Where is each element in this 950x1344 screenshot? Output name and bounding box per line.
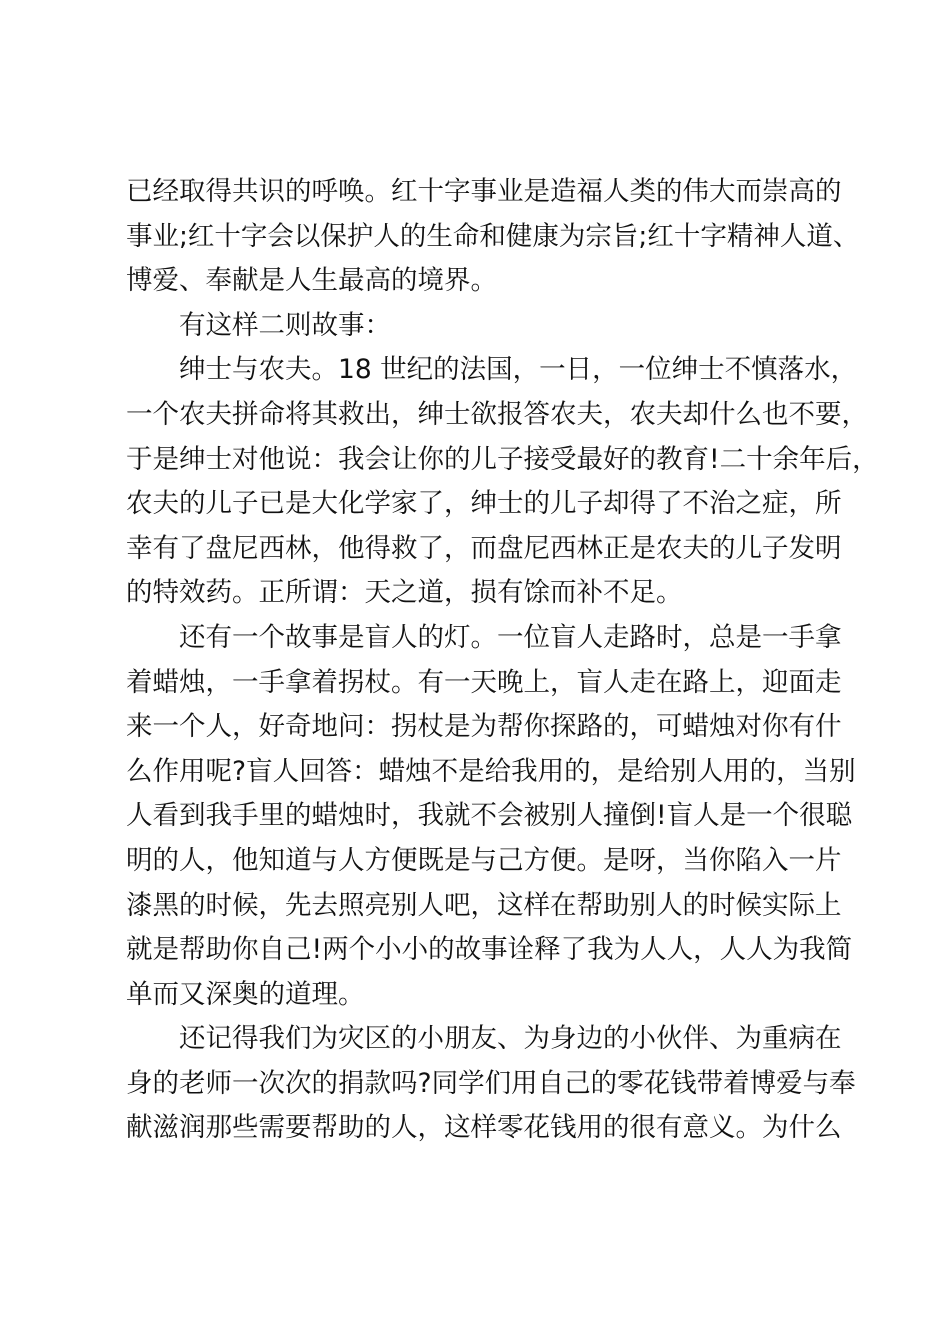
- paragraph-first-line: 还记得我们为灾区的小朋友、为身边的小伙伴、为重病在: [179, 1023, 842, 1055]
- text-line: 么作用呢?盲人回答：蜡烛不是给我用的，是给别人用的，当别: [126, 755, 856, 787]
- text-line: 已经取得共识的呼唤。红十字事业是造福人类的伟大而崇高的: [126, 176, 842, 207]
- text-line: 漆黑的时候，先去照亮别人吧，这样在帮助别人的时候实际上: [126, 889, 842, 921]
- text-line: 一个农夫拼命将其救出，绅士欲报答农夫，农夫却什么也不要，: [126, 398, 868, 430]
- text-line: 单而又深奥的道理。: [126, 978, 365, 1010]
- text-line: 博爱、奉献是人生最高的境界。: [126, 265, 497, 297]
- text-line: 来一个人，好奇地问：拐杖是为帮你探路的，可蜡烛对你有什: [126, 711, 842, 743]
- paragraph-first-line: 还有一个故事是盲人的灯。一位盲人走路时，总是一手拿: [179, 621, 842, 653]
- text-line: 农夫的儿子已是大化学家了，绅士的儿子却得了不治之症，所: [126, 488, 842, 520]
- text-line: 献滋润那些需要帮助的人，这样零花钱用的很有意义。为什么: [126, 1112, 842, 1144]
- body-text: [126, 170, 879, 1151]
- text-line: 人看到我手里的蜡烛时，我就不会被别人撞倒!盲人是一个很聪: [126, 800, 853, 832]
- text-line: 就是帮助你自己!两个小小的故事诠释了我为人人，人人为我简: [126, 934, 853, 966]
- text-line: 明的人，他知道与人方便既是与己方便。是呀，当你陷入一片: [126, 844, 842, 876]
- paragraph-first-line: 绅士与农夫。18 世纪的法国，一日，一位绅士不慎落水，: [179, 354, 858, 386]
- paragraph-first-line: 有这样二则故事：: [179, 309, 391, 341]
- text-line: 的特效药。正所谓：天之道，损有馀而补不足。: [126, 577, 683, 609]
- text-line: 着蜡烛，一手拿着拐杖。有一天晚上，盲人走在路上，迎面走: [126, 666, 842, 698]
- text-line: 事业;红十字会以保护人的生命和健康为宗旨;红十字精神人道、: [126, 220, 860, 252]
- text-line: 于是绅士对他说：我会让你的儿子接受最好的教育!二十余年后，: [126, 443, 879, 475]
- text-line: 身的老师一次次的捐款吗?同学们用自己的零花钱带着博爱与奉: [126, 1067, 856, 1099]
- text-line: 幸有了盘尼西林，他得救了，而盘尼西林正是农夫的儿子发明: [126, 532, 842, 564]
